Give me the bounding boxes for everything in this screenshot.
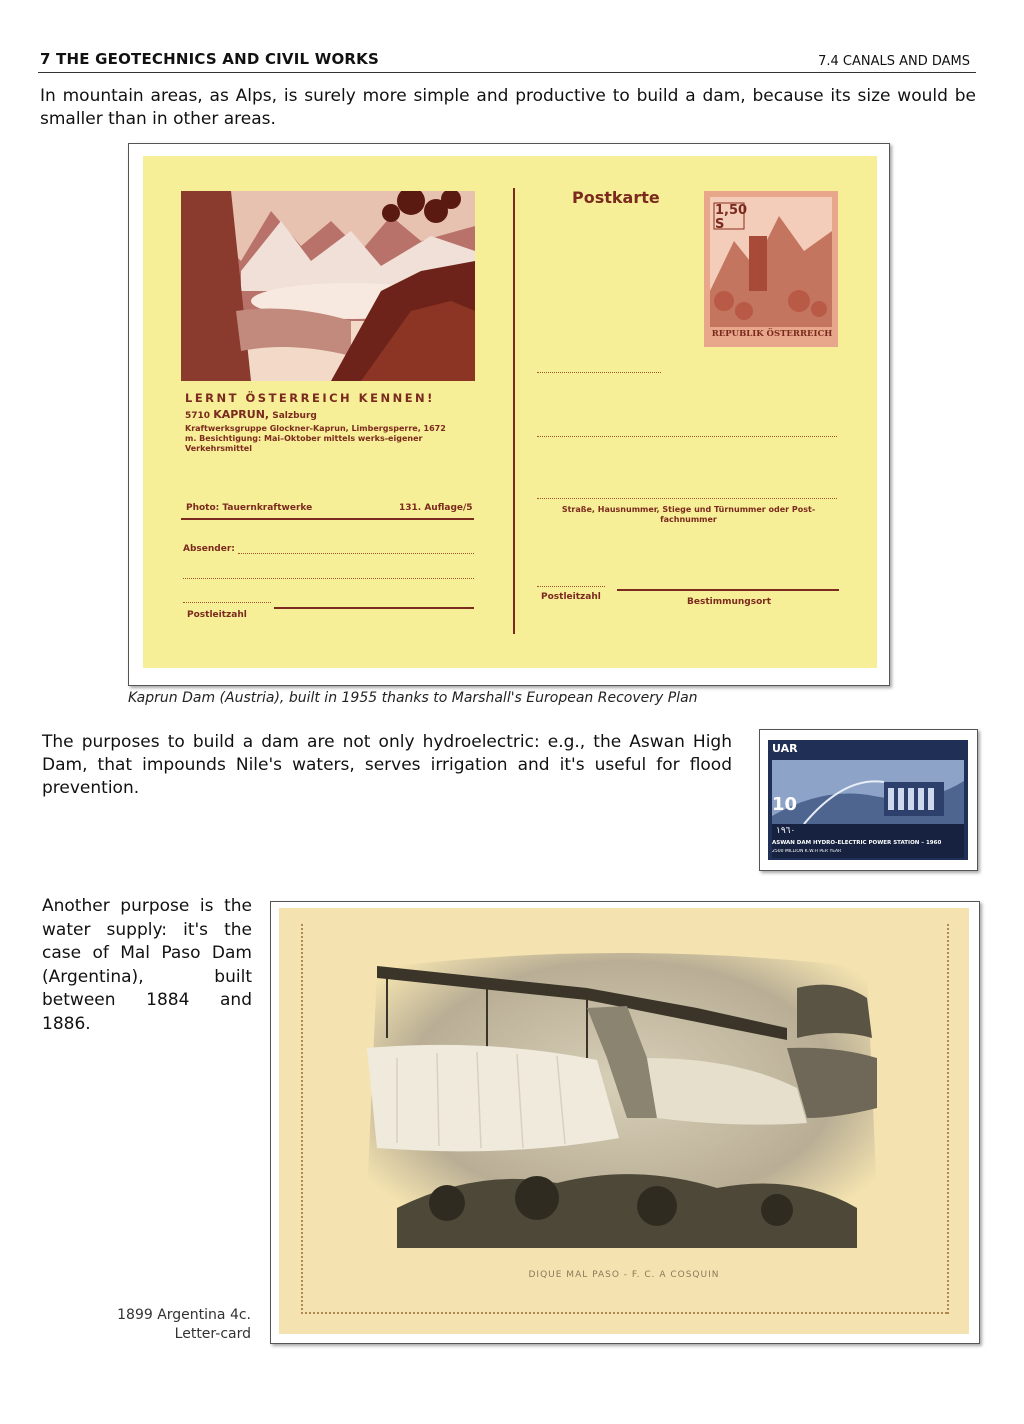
address-line-1 <box>537 372 661 373</box>
postcode-rule-left <box>274 607 474 609</box>
sender-line-2 <box>183 578 474 579</box>
postcode-label-right: Postleitzahl <box>541 592 601 602</box>
header-divider <box>38 72 976 73</box>
sender-line-3 <box>183 602 271 603</box>
kaprun-dam-photo <box>181 191 475 381</box>
perforation-left <box>301 924 303 1314</box>
destination-label: Bestimmungsort <box>687 597 772 607</box>
postkarte-title: Postkarte <box>572 188 660 207</box>
lettercard-mount <box>270 901 980 1344</box>
address-line-3 <box>537 498 837 499</box>
malpaso-paragraph: Another purpose is the water supply: it's the case of Mal Paso Dam (Argentina), built between 1884 and 1886. <box>42 896 252 1034</box>
postcard-description: Kraftwerksgruppe Glockner-Kaprun, Limbergsperre, 1672 m. Besichtigung: Mai–Oktober mittels werks-eigener Verkehrsmittel <box>185 424 446 453</box>
mal-paso-dam-photo <box>357 948 887 1268</box>
kaprun-caption: Kaprun Dam (Austria), built in 1955 thanks to Marshall's European Recovery Plan <box>128 690 698 706</box>
card-vertical-divider <box>513 188 515 634</box>
kaprun-postcard <box>143 156 877 668</box>
argentina-caption <box>42 1306 251 1344</box>
photo-credit: Photo: Tauernkraftwerke <box>186 503 313 513</box>
edition-number: 131. Auflage/5 <box>399 503 473 513</box>
destination-rule <box>617 589 839 591</box>
aswan-stamp-country: UAR <box>772 742 798 755</box>
aswan-stamp-inscription: ASWAN DAM HYDRO-ELECTRIC POWER STATION – 1960 <box>772 840 942 846</box>
postcard-location <box>185 408 317 421</box>
perforation-bottom <box>301 1312 947 1314</box>
stamp-country: REPUBLIK ÖSTERREICH <box>711 329 833 339</box>
aswan-stamp-subtext: 2500 MILLION K.W.H PER YEAR <box>772 849 842 854</box>
postcard-heading: LERNT ÖSTERREICH KENNEN! <box>185 391 435 405</box>
subsection-title: 7.4 CANALS AND DAMS <box>818 54 970 69</box>
lettercard-photo-caption: DIQUE MAL PASO - F. C. A COSQUIN <box>528 1270 720 1280</box>
address-line-2 <box>537 436 837 437</box>
intro-paragraph: In mountain areas, as Alps, is surely more simple and productive to build a dam, because its size would be smaller than in other areas. <box>40 86 976 129</box>
perforation-right <box>947 924 949 1314</box>
location-bold: KAPRUN, <box>213 408 270 421</box>
address-label: Straße, Hausnummer, Stiege und Türnummer oder Post-fachnummer <box>561 505 816 524</box>
sender-label: Absender: <box>183 544 235 554</box>
aswan-paragraph: The purposes to build a dam are not only hydroelectric: e.g., the Aswan High Dam, that impounds Nile's waters, serves irrigation and it's useful for flood prevention. <box>42 732 732 798</box>
postcard-mount <box>128 143 890 686</box>
section-title: 7 THE GEOTECHNICS AND CIVIL WORKS <box>40 50 379 68</box>
location-prefix: 5710 <box>185 411 214 421</box>
location-rest: Salzburg <box>269 411 317 421</box>
argentina-caption-line1: 1899 Argentina 4c. <box>117 1307 251 1323</box>
argentina-lettercard <box>279 908 969 1334</box>
aswan-stamp-mount <box>759 729 978 871</box>
left-rule-top <box>181 518 474 520</box>
argentina-caption-line2: Letter-card <box>174 1326 251 1342</box>
postcode-label-left: Postleitzahl <box>187 610 247 620</box>
address-line-4 <box>537 586 605 587</box>
aswan-stamp-year: ١٩٦٠ <box>776 826 796 836</box>
aswan-stamp-value: 10 <box>772 794 798 815</box>
sender-line-1 <box>238 553 474 554</box>
stamp-value: 1,50 S <box>715 203 748 232</box>
